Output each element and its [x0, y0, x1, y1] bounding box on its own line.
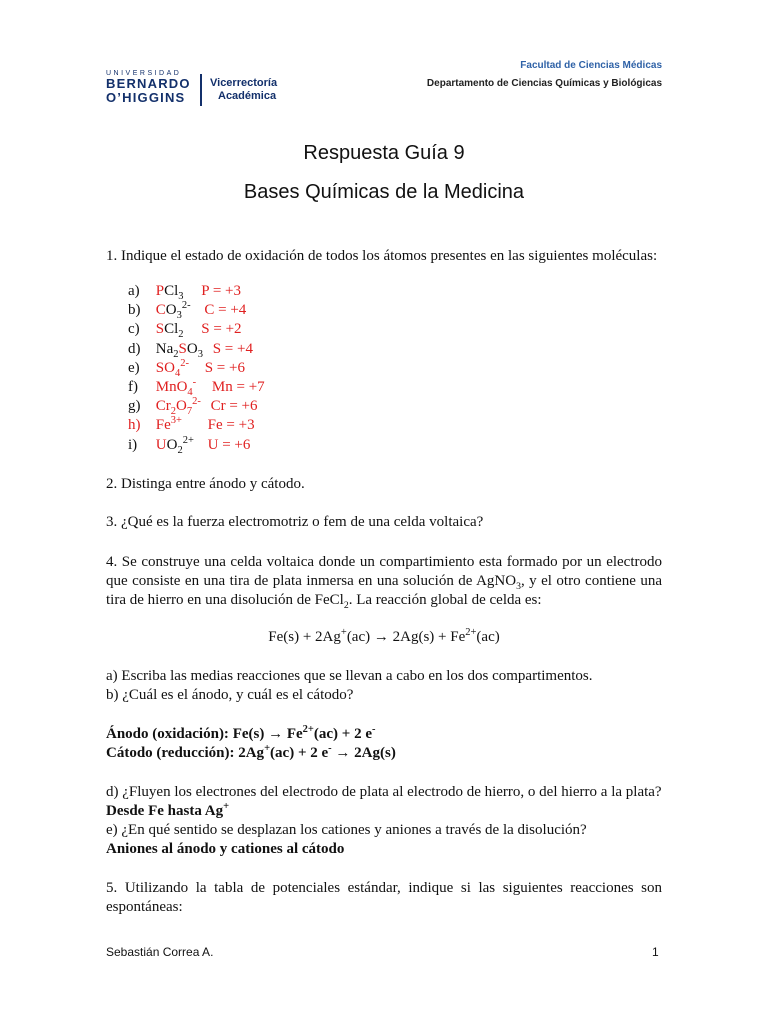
item-answer: U = +6: [207, 437, 251, 453]
vr-line-2: Académica: [218, 90, 277, 102]
faculty-name: Facultad de Ciencias Médicas: [520, 60, 662, 71]
formula-uo2: $UO_2^{2+}$: [155, 435, 194, 456]
question-4e: e) ¿En qué sentido se desplazan los cationes y aniones a través de la disolución?: [106, 822, 587, 838]
question-5: 5. Utilizando la tabla de potenciales estándar, indique si las siguientes reacciones son espontáneas:: [106, 880, 662, 915]
formula-pcl3: PCl$_3$: [155, 283, 184, 302]
formula-fe3: $Fe^{3+}$: [155, 415, 182, 433]
question-1: 1. Indique el estado de oxidación de todos los átomos presentes en las siguientes moléculas:: [106, 248, 658, 264]
page-number: 1: [652, 945, 659, 959]
vicerrectoria-label: [210, 77, 277, 103]
anode-answer: Ánodo (oxidación): $Fe(s) \to Fe^{2+}(ac) + 2$ e-: [106, 724, 376, 742]
vr-line-1: Vicerrectoría: [210, 77, 278, 89]
q1-item-b: [128, 302, 246, 319]
item-label: h): [128, 417, 141, 433]
page-title: Respuesta Guía 9: [303, 142, 465, 164]
question-4d: d) ¿Fluyen los electrones del electrodo de plata al electrodo de hierro, o del hierro a la plata?: [106, 784, 662, 800]
item-answer: S = +2: [201, 321, 242, 337]
answer-4d: Desde Fe hasta Ag+: [106, 801, 230, 819]
q1-item-g: [128, 398, 258, 415]
footer-author: Sebastián Correa A.: [106, 945, 214, 959]
question-4a: a) Escriba las medias reacciones que se llevan a cabo en los dos compartimentos.: [106, 668, 593, 684]
question-2: 2. Distinga entre ánodo y cátodo.: [106, 476, 305, 492]
question-3: 3. ¿Qué es la fuerza electromotriz o fem de una celda voltaica?: [106, 514, 484, 530]
item-answer: Fe = +3: [207, 417, 255, 433]
page-subtitle: Bases Químicas de la Medicina: [243, 181, 525, 203]
item-label: i): [128, 437, 138, 453]
formula-so4: $SO_4^{2-}$: [155, 358, 189, 379]
item-answer: Cr = +6: [210, 398, 258, 414]
cathode-label: Cátodo (reducción):: [106, 745, 235, 761]
q1-item-a: [128, 283, 241, 300]
item-label: e): [128, 360, 140, 376]
logo-line-1: UNIVERSIDAD: [106, 70, 182, 77]
item-answer: S = +4: [212, 341, 253, 357]
item-label: f): [128, 379, 138, 395]
logo-divider: [200, 74, 202, 106]
anode-label: Ánodo (oxidación):: [106, 726, 229, 742]
formula-scl2: SCl$_2$: [155, 321, 184, 340]
q4-text-b: , y el otro contiene una tira de hierro en una disolución de FeCl: [106, 573, 662, 608]
formula-co3: $CO_3^{2-}$: [155, 300, 191, 321]
cathode-answer: Cátodo (reducción): 2Ag+(ac) + 2 e- → 2Ag(s): [106, 743, 396, 761]
item-label: d): [128, 341, 141, 357]
item-label: a): [128, 283, 140, 299]
item-answer: S = +6: [204, 360, 245, 376]
q1-item-f: [128, 379, 265, 396]
q1-item-i: [128, 437, 250, 454]
item-label: b): [128, 302, 141, 318]
question-4: 4. Se construye una celda voltaica donde un compartimiento esta formado por un electrodo que consiste en una tira de plata inmersa en una solución de AgNO$_3$, y el otro contiene una tira de hierro en una disolución de FeCl$_2$. La reacción global de celda es:: [106, 554, 662, 611]
question-4b: b) ¿Cuál es el ánodo, y cuál es el cátodo?: [106, 687, 354, 703]
formula-cr2o7: $Cr_2O_7^{2-}$: [155, 396, 201, 417]
logo-line-3: O’HIGGINS: [106, 90, 186, 105]
q4-text-a: 4. Se construye una celda voltaica donde un compartimiento esta formado por un electrodo que consiste en una tira de plata inmersa en una solución de AgNO: [106, 554, 662, 589]
formula-mno4: MnO$_4$-: [155, 377, 197, 398]
global-reaction: $Fe(s) + 2Ag^+(ac) \to 2Ag(s) + Fe^{2+}(ac)$: [268, 627, 500, 645]
q1-item-d: [128, 341, 253, 358]
department-name: Departamento de Ciencias Químicas y Biológicas: [426, 78, 662, 89]
item-answer: C = +4: [204, 302, 247, 318]
item-label: g): [128, 398, 141, 414]
q4-text-c: . La reacción global de celda es:: [348, 592, 542, 608]
q1-item-e: [128, 360, 245, 377]
answer-4e: Aniones al ánodo y cationes al cátodo: [106, 841, 345, 857]
university-logo: [106, 70, 191, 105]
answer-4d-text: Desde Fe hasta Ag: [106, 803, 224, 819]
item-label: c): [128, 321, 140, 337]
item-answer: Mn = +7: [211, 379, 265, 395]
formula-na2so3: $Na_2SO_3$: [155, 341, 203, 360]
q1-item-h: [128, 417, 255, 434]
item-answer: P = +3: [201, 283, 241, 299]
logo-line-2: BERNARDO: [106, 76, 191, 91]
q1-item-c: [128, 321, 242, 338]
